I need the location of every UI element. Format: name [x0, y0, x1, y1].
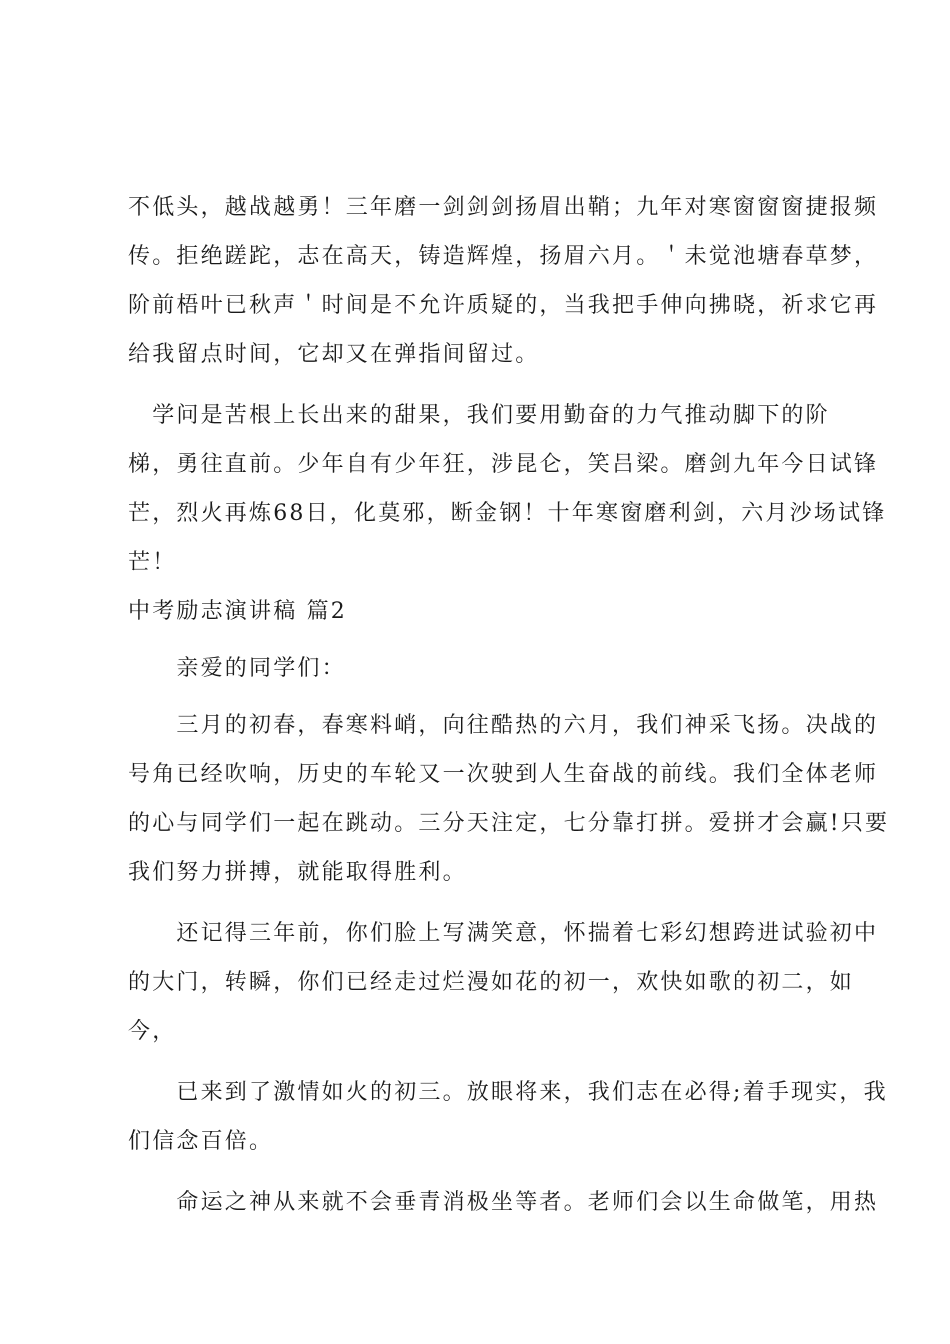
paragraph-6 [128, 1178, 879, 1227]
text-line: 梯，勇往直前。少年自有少年狂，涉昆仑，笑吕梁。磨剑九年今日试锋 [128, 452, 879, 477]
paragraph-3 [128, 701, 890, 897]
paragraph-4 [128, 909, 879, 1056]
document-page [128, 183, 890, 1227]
section-heading [128, 587, 828, 636]
text-line: 不低头，越战越勇！三年磨一剑剑剑扬眉出鞘；九年对寒窗窗窗捷报频 [128, 195, 879, 220]
text-line: 们信念百倍。 [128, 1129, 274, 1154]
paragraph-5 [128, 1068, 888, 1166]
text-line: 的大门，转瞬，你们已经走过烂漫如花的初一，欢快如歌的初二，如 [128, 970, 855, 995]
text-line: 已来到了激情如火的初三。放眼将来，我们志在必得;着手现实，我 [128, 1080, 888, 1105]
text-line: 我们努力拼搏，就能取得胜利。 [128, 860, 467, 885]
text-line: 号角已经吹响，历史的车轮又一次驶到人生奋战的前线。我们全体老师 [128, 762, 879, 787]
text-line: 命运之神从来就不会垂青消极坐等者。老师们会以生命做笔，用热 [128, 1190, 879, 1215]
text-line: 亲爱的同学们： [128, 656, 346, 681]
section-title: 中考励志演讲稿 篇2 [128, 599, 347, 624]
text-line: 给我留点时间，它却又在弹指间留过。 [128, 342, 540, 367]
text-line: 今， [128, 1019, 177, 1044]
paragraph-1 [128, 183, 879, 379]
text-line: 传。拒绝蹉跎，志在高天，铸造辉煌，扬眉六月。＇未觉池塘春草梦， [128, 244, 879, 269]
text-line: 三月的初春，春寒料峭，向往酷热的六月，我们神采飞扬。决战的 [128, 713, 879, 738]
text-line: 芒，烈火再炼68日，化莫邪，断金钢！十年寒窗磨利剑，六月沙场试锋 [128, 501, 887, 526]
text-line: 的心与同学们一起在跳动。三分天注定，七分靠打拼。爱拼才会赢!只要 [128, 811, 890, 836]
text-line: 芒！ [128, 550, 177, 575]
text-line: 学问是苦根上长出来的甜果，我们要用勤奋的力气推动脚下的阶 [128, 403, 830, 428]
salutation [128, 644, 828, 693]
paragraph-2 [128, 391, 887, 587]
text-line: 阶前梧叶已秋声＇时间是不允许质疑的，当我把手伸向拂晓，祈求它再 [128, 293, 879, 318]
text-line: 还记得三年前，你们脸上写满笑意，怀揣着七彩幻想跨进试验初中 [128, 921, 879, 946]
